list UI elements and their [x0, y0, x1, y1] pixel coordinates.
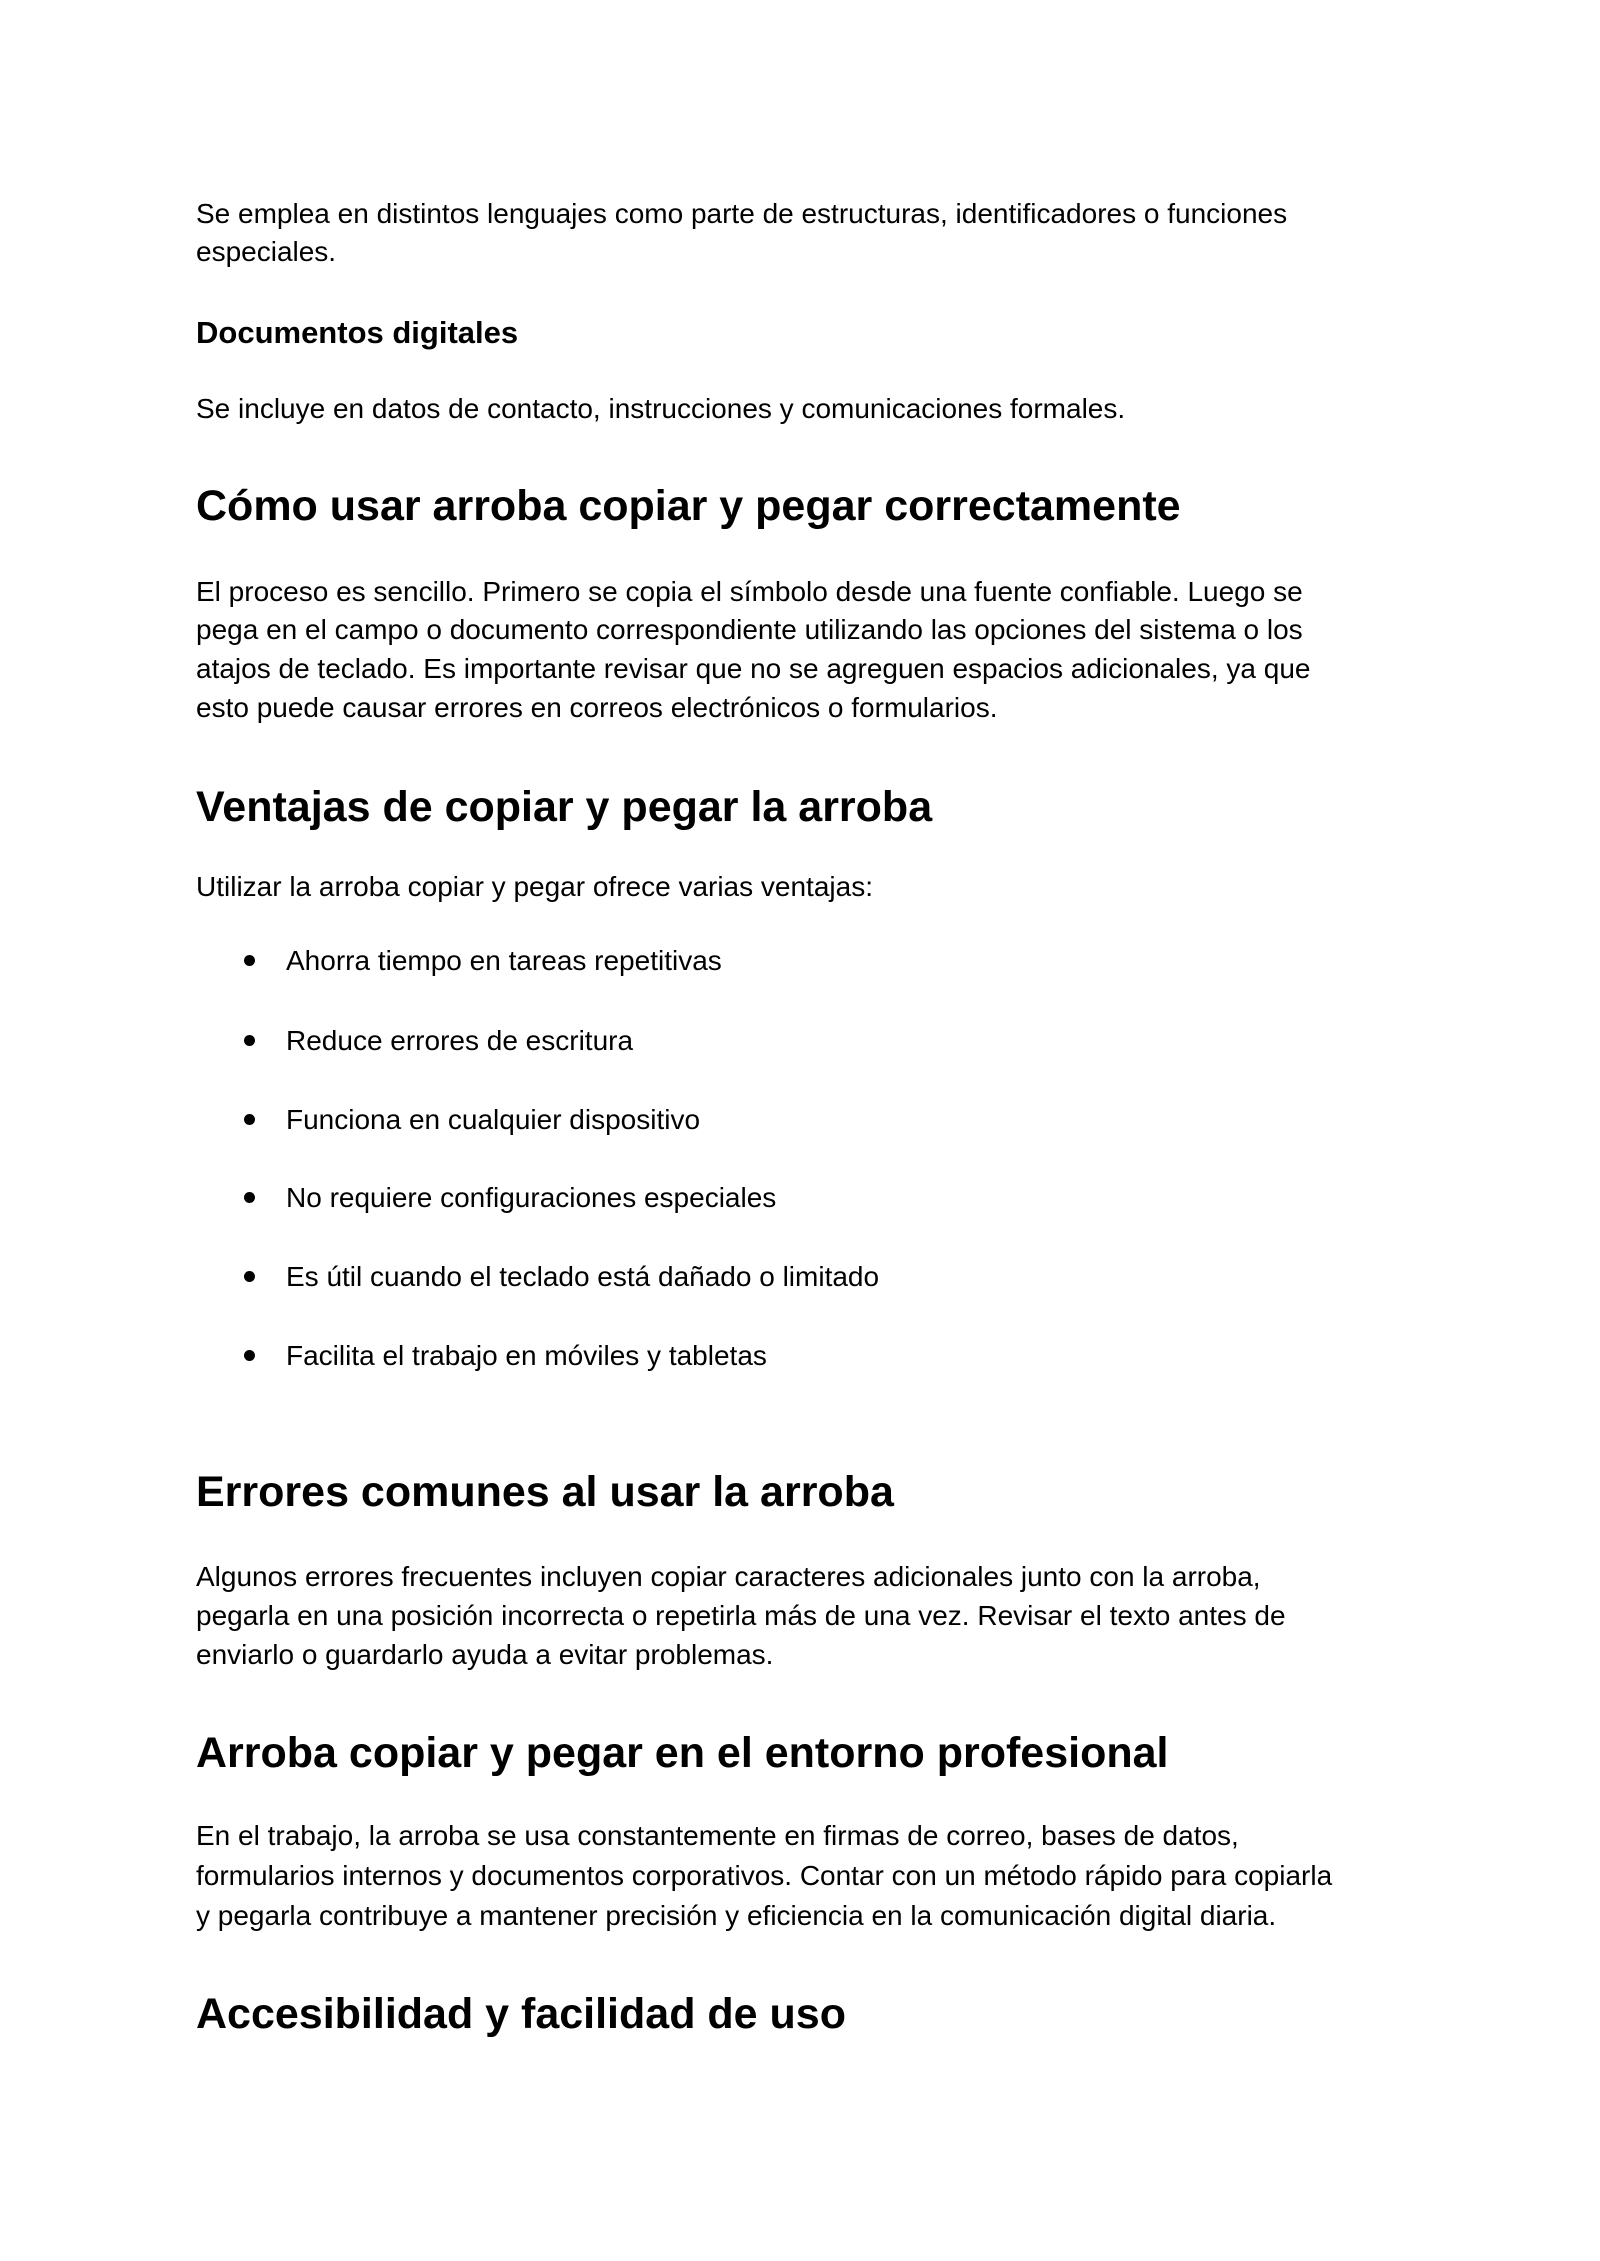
- bullet-icon: [244, 955, 255, 966]
- heading-ventajas: Ventajas de copiar y pegar la arroba: [196, 783, 933, 831]
- paragraph-line: formularios internos y documentos corporativos. Contar con un método rápido para copiarla: [196, 1860, 1333, 1891]
- heading-accesibilidad: Accesibilidad y facilidad de uso: [196, 1990, 846, 2038]
- bullet-icon: [244, 1271, 255, 1282]
- heading-errores: Errores comunes al usar la arroba: [196, 1468, 894, 1516]
- subheading-documentos-digitales: Documentos digitales: [196, 315, 519, 350]
- heading-como-usar: Cómo usar arroba copiar y pegar correctamente: [196, 482, 1181, 530]
- list-item-text: Facilita el trabajo en móviles y tabletas: [286, 1340, 767, 1371]
- list-item-text: No requiere configuraciones especiales: [286, 1182, 777, 1213]
- heading-entorno-profesional: Arroba copiar y pegar en el entorno profesional: [196, 1729, 1169, 1777]
- list-item-text: Es útil cuando el teclado está dañado o limitado: [286, 1261, 880, 1292]
- list-item-text: Reduce errores de escritura: [286, 1025, 634, 1056]
- paragraph-line: El proceso es sencillo. Primero se copia el símbolo desde una fuente confiable. Luego se: [196, 576, 1303, 607]
- paragraph-line: enviarlo o guardarlo ayuda a evitar problemas.: [196, 1639, 774, 1670]
- bullet-icon: [244, 1035, 255, 1046]
- list-item: [244, 1337, 767, 1375]
- bullet-icon: [244, 1114, 255, 1125]
- bullet-icon: [244, 1192, 255, 1203]
- paragraph-line: Se incluye en datos de contacto, instrucciones y comunicaciones formales.: [196, 393, 1126, 424]
- list-item: [244, 1179, 776, 1217]
- list-item-text: Funciona en cualquier dispositivo: [286, 1104, 701, 1135]
- paragraph-line: y pegarla contribuye a mantener precisión y eficiencia en la comunicación digital diaria.: [196, 1900, 1277, 1931]
- list-item-text: Ahorra tiempo en tareas repetitivas: [286, 945, 722, 976]
- paragraph-line: pega en el campo o documento correspondiente utilizando las opciones del sistema o los: [196, 614, 1303, 645]
- paragraph-line: En el trabajo, la arroba se usa constantemente en firmas de correo, bases de datos,: [196, 1820, 1239, 1851]
- bullet-icon: [244, 1350, 255, 1361]
- list-item: [244, 1258, 879, 1296]
- paragraph-line: especiales.: [196, 236, 337, 267]
- paragraph-line: Se emplea en distintos lenguajes como parte de estructuras, identificadores o funciones: [196, 198, 1288, 229]
- paragraph-line: esto puede causar errores en correos electrónicos o formularios.: [196, 692, 998, 723]
- list-item: [244, 1101, 700, 1139]
- paragraph-line: Algunos errores frecuentes incluyen copiar caracteres adicionales junto con la arroba,: [196, 1561, 1261, 1592]
- paragraph-line: Utilizar la arroba copiar y pegar ofrece varias ventajas:: [196, 871, 873, 902]
- list-item: [244, 1022, 633, 1060]
- paragraph-line: pegarla en una posición incorrecta o repetirla más de una vez. Revisar el texto antes de: [196, 1600, 1286, 1631]
- paragraph-line: atajos de teclado. Es importante revisar que no se agreguen espacios adicionales, ya que: [196, 653, 1311, 684]
- list-item: [244, 942, 722, 980]
